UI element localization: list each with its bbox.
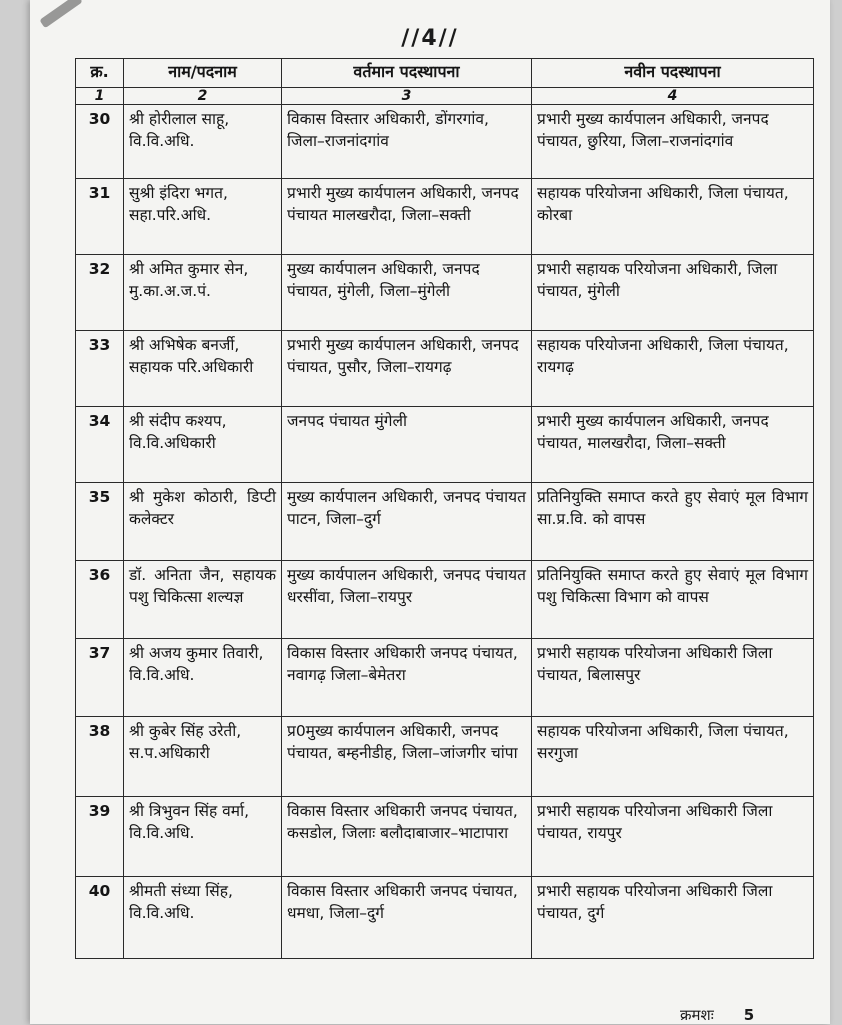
name-cell: श्री अमित कुमार सेन, मु.का.अ.ज.पं. — [124, 255, 282, 331]
serial-cell: 30 — [76, 105, 124, 179]
name-cell: श्री अजय कुमार तिवारी, वि.वि.अधि. — [124, 639, 282, 717]
current-posting-cell: प्र0मुख्य कार्यपालन अधिकारी, जनपद पंचायत, बम्हनीडीह, जिला–जांजगीर चांपा — [282, 717, 532, 797]
footer-continued — [680, 1005, 754, 1025]
name-cell: डॉ. अनिता जैन, सहायक पशु चिकित्सा शल्यज्ञ — [124, 561, 282, 639]
current-posting-cell: विकास विस्तार अधिकारी, डोंगरगांव, जिला–राजनांदगांव — [282, 105, 532, 179]
posting-table — [75, 58, 814, 959]
new-posting-cell: प्रतिनियुक्ति समाप्त करते हुए सेवाएं मूल विभाग सा.प्र.वि. को वापस — [532, 483, 814, 561]
name-cell: श्री संदीप कश्यप, वि.वि.अधिकारी — [124, 407, 282, 483]
new-posting-cell: सहायक परियोजना अधिकारी, जिला पंचायत, कोरबा — [532, 179, 814, 255]
header-serial: क्र. — [76, 59, 124, 88]
colnum-1: 1 — [76, 88, 124, 105]
serial-cell: 34 — [76, 407, 124, 483]
colnum-2: 2 — [124, 88, 282, 105]
current-posting-cell: विकास विस्तार अधिकारी जनपद पंचायत, धमधा, जिला–दुर्ग — [282, 877, 532, 959]
new-posting-cell: प्रभारी सहायक परियोजना अधिकारी, जिला पंचायत, मुंगेली — [532, 255, 814, 331]
colnum-3: 3 — [282, 88, 532, 105]
current-posting-cell: मुख्य कार्यपालन अधिकारी, जनपद पंचायत धरसींवा, जिला–रायपुर — [282, 561, 532, 639]
serial-cell: 32 — [76, 255, 124, 331]
current-posting-cell: मुख्य कार्यपालन अधिकारी, जनपद पंचायत पाटन, जिला–दुर्ग — [282, 483, 532, 561]
name-cell: श्री होरीलाल साहू, वि.वि.अधि. — [124, 105, 282, 179]
continued-label: क्रमशः — [680, 1006, 714, 1024]
name-cell: श्री अभिषेक बनर्जी, सहायक परि.अधिकारी — [124, 331, 282, 407]
header-row — [76, 59, 814, 88]
name-cell: श्री कुबेर सिंह उरेती, स.प.अधिकारी — [124, 717, 282, 797]
page-number: //4// — [401, 26, 459, 51]
table-row — [76, 561, 814, 639]
header-name: नाम/पदनाम — [124, 59, 282, 88]
table-row — [76, 255, 814, 331]
name-cell: श्री त्रिभुवन सिंह वर्मा, वि.वि.अधि. — [124, 797, 282, 877]
table-row — [76, 179, 814, 255]
table-row — [76, 717, 814, 797]
current-posting-cell: विकास विस्तार अधिकारी जनपद पंचायत, कसडोल, जिलाः बलौदाबाजार–भाटापारा — [282, 797, 532, 877]
new-posting-cell: सहायक परियोजना अधिकारी, जिला पंचायत, सरगुजा — [532, 717, 814, 797]
header-current-posting: वर्तमान पदस्थापना — [282, 59, 532, 88]
serial-cell: 39 — [76, 797, 124, 877]
current-posting-cell: प्रभारी मुख्य कार्यपालन अधिकारी, जनपद पंचायत मालखरौदा, जिला–सक्ती — [282, 179, 532, 255]
serial-cell: 35 — [76, 483, 124, 561]
name-cell: श्रीमती संध्या सिंह, वि.वि.अधि. — [124, 877, 282, 959]
table-row — [76, 483, 814, 561]
serial-cell: 38 — [76, 717, 124, 797]
table-row — [76, 639, 814, 717]
new-posting-cell: प्रतिनियुक्ति समाप्त करते हुए सेवाएं मूल विभाग पशु चिकित्सा विभाग को वापस — [532, 561, 814, 639]
name-cell: श्री मुकेश कोठारी, डिप्टी कलेक्टर — [124, 483, 282, 561]
table-row — [76, 407, 814, 483]
serial-cell: 37 — [76, 639, 124, 717]
serial-cell: 40 — [76, 877, 124, 959]
table-row — [76, 877, 814, 959]
colnum-4: 4 — [532, 88, 814, 105]
serial-cell: 33 — [76, 331, 124, 407]
new-posting-cell: प्रभारी सहायक परियोजना अधिकारी जिला पंचायत, रायपुर — [532, 797, 814, 877]
table-row — [76, 105, 814, 179]
serial-cell: 36 — [76, 561, 124, 639]
header-new-posting: नवीन पदस्थापना — [532, 59, 814, 88]
current-posting-cell: जनपद पंचायत मुंगेली — [282, 407, 532, 483]
new-posting-cell: सहायक परियोजना अधिकारी, जिला पंचायत, रायगढ़ — [532, 331, 814, 407]
current-posting-cell: विकास विस्तार अधिकारी जनपद पंचायत, नवागढ़ जिला–बेमेतरा — [282, 639, 532, 717]
new-posting-cell: प्रभारी मुख्य कार्यपालन अधिकारी, जनपद पंचायत, मालखरौदा, जिला–सक्ती — [532, 407, 814, 483]
new-posting-cell: प्रभारी सहायक परियोजना अधिकारी जिला पंचायत, दुर्ग — [532, 877, 814, 959]
name-cell: सुश्री इंदिरा भगत, सहा.परि.अधि. — [124, 179, 282, 255]
serial-cell: 31 — [76, 179, 124, 255]
table-row — [76, 797, 814, 877]
current-posting-cell: प्रभारी मुख्य कार्यपालन अधिकारी, जनपद पंचायत, पुसौर, जिला–रायगढ़ — [282, 331, 532, 407]
column-number-row — [76, 88, 814, 105]
table-row — [76, 331, 814, 407]
new-posting-cell: प्रभारी सहायक परियोजना अधिकारी जिला पंचायत, बिलासपुर — [532, 639, 814, 717]
current-posting-cell: मुख्य कार्यपालन अधिकारी, जनपद पंचायत, मुंगेली, जिला–मुंगेली — [282, 255, 532, 331]
document-page — [30, 0, 830, 1024]
next-page-number: 5 — [743, 1006, 755, 1024]
new-posting-cell: प्रभारी मुख्य कार्यपालन अधिकारी, जनपद पंचायत, छुरिया, जिला–राजनांदगांव — [532, 105, 814, 179]
staple-mark — [39, 0, 82, 28]
